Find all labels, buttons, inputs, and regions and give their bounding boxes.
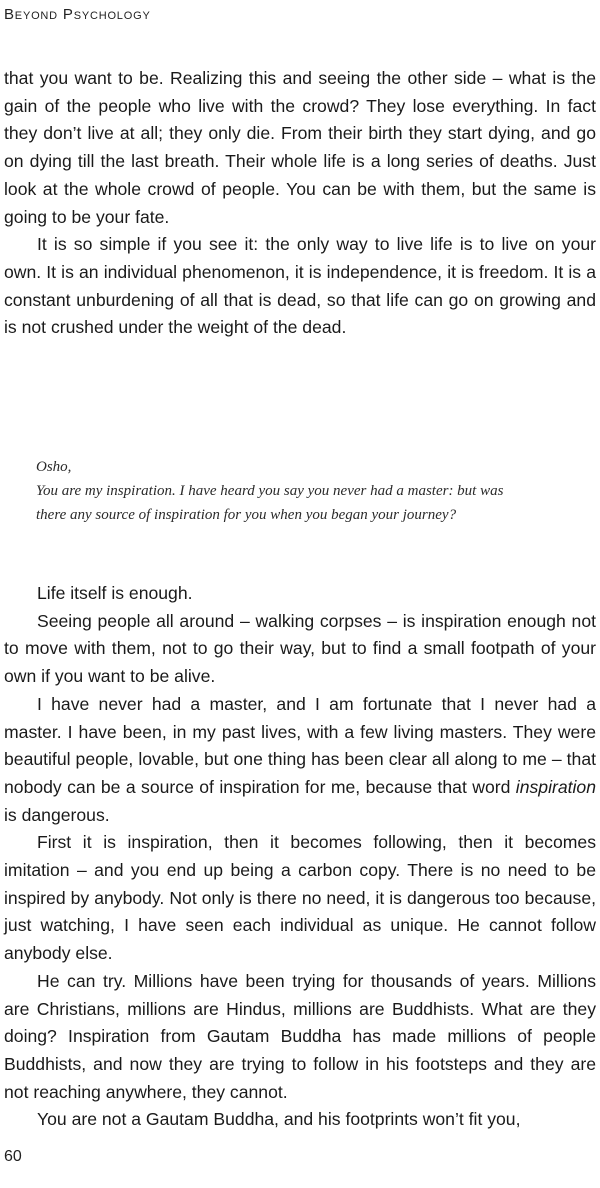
body-text-answer	[4, 580, 596, 1134]
paragraph: It is so simple if you see it: the only way to live life is to live on your own. It is an individual phenomenon, it is independence, it is freedom. It is a constant unburdening of all that is dead, so that life can go on growing and is not crushed under the weight of the dead.	[4, 234, 596, 338]
paragraph: You are not a Gautam Buddha, and his footprints won’t fit you,	[37, 1109, 521, 1130]
running-head: Beyond Psychology	[4, 6, 151, 23]
paragraph: He can try. Millions have been trying for thousands of years. Millions are Christians, millions are Hindus, millions are Buddhists. What are they doing? Inspiration from Gautam Buddha has made millions of people Buddhists, and now they are trying to follow in his footsteps and they are not reaching anywhere, they cannot.	[4, 970, 596, 1102]
emphasized-word: inspiration	[515, 776, 596, 797]
page-number: 60	[4, 1148, 22, 1165]
paragraph: that you want to be. Realizing this and seeing the other side – what is the gain of the people who live with the crowd? They lose everything. In fact they don’t live at all; they only die. From their birth they start dying, and go on dying till the last breath. Their whole life is a long series of deaths. Just look at the whole crowd of people. You can be with them, but the same is going to be your fate.	[4, 68, 596, 227]
paragraph: Seeing people all around – walking corpses – is inspiration enough not to move with them, not to go their way, but to find a small footpath of your own if you want to be alive.	[4, 610, 596, 687]
paragraph: Life itself is enough.	[37, 583, 193, 603]
text-run: I have never had a master, and I am fortunate that I never had a master. I have been, in my past lives, with a few living masters. They were beautiful people, lovable, but one thing has been clear all along to me – that nobody can be a source of inspiration for me, because that word	[4, 693, 596, 797]
text-run: is dangerous.	[4, 804, 110, 825]
body-text-top	[4, 65, 596, 342]
paragraph	[4, 691, 596, 830]
question-block	[36, 455, 536, 527]
question-text: You are my inspiration. I have heard you say you never had a master: but was there any source of inspiration for you when you began your journey?	[36, 483, 504, 523]
question-addressee: Osho,	[36, 459, 72, 475]
paragraph: First it is inspiration, then it becomes following, then it becomes imitation – and you end up being a carbon copy. There is no need to be inspired by anybody. Not only is there no need, it is dangerous too because, just watching, I have seen each individual as unique. He cannot follow anybody else.	[4, 832, 596, 964]
